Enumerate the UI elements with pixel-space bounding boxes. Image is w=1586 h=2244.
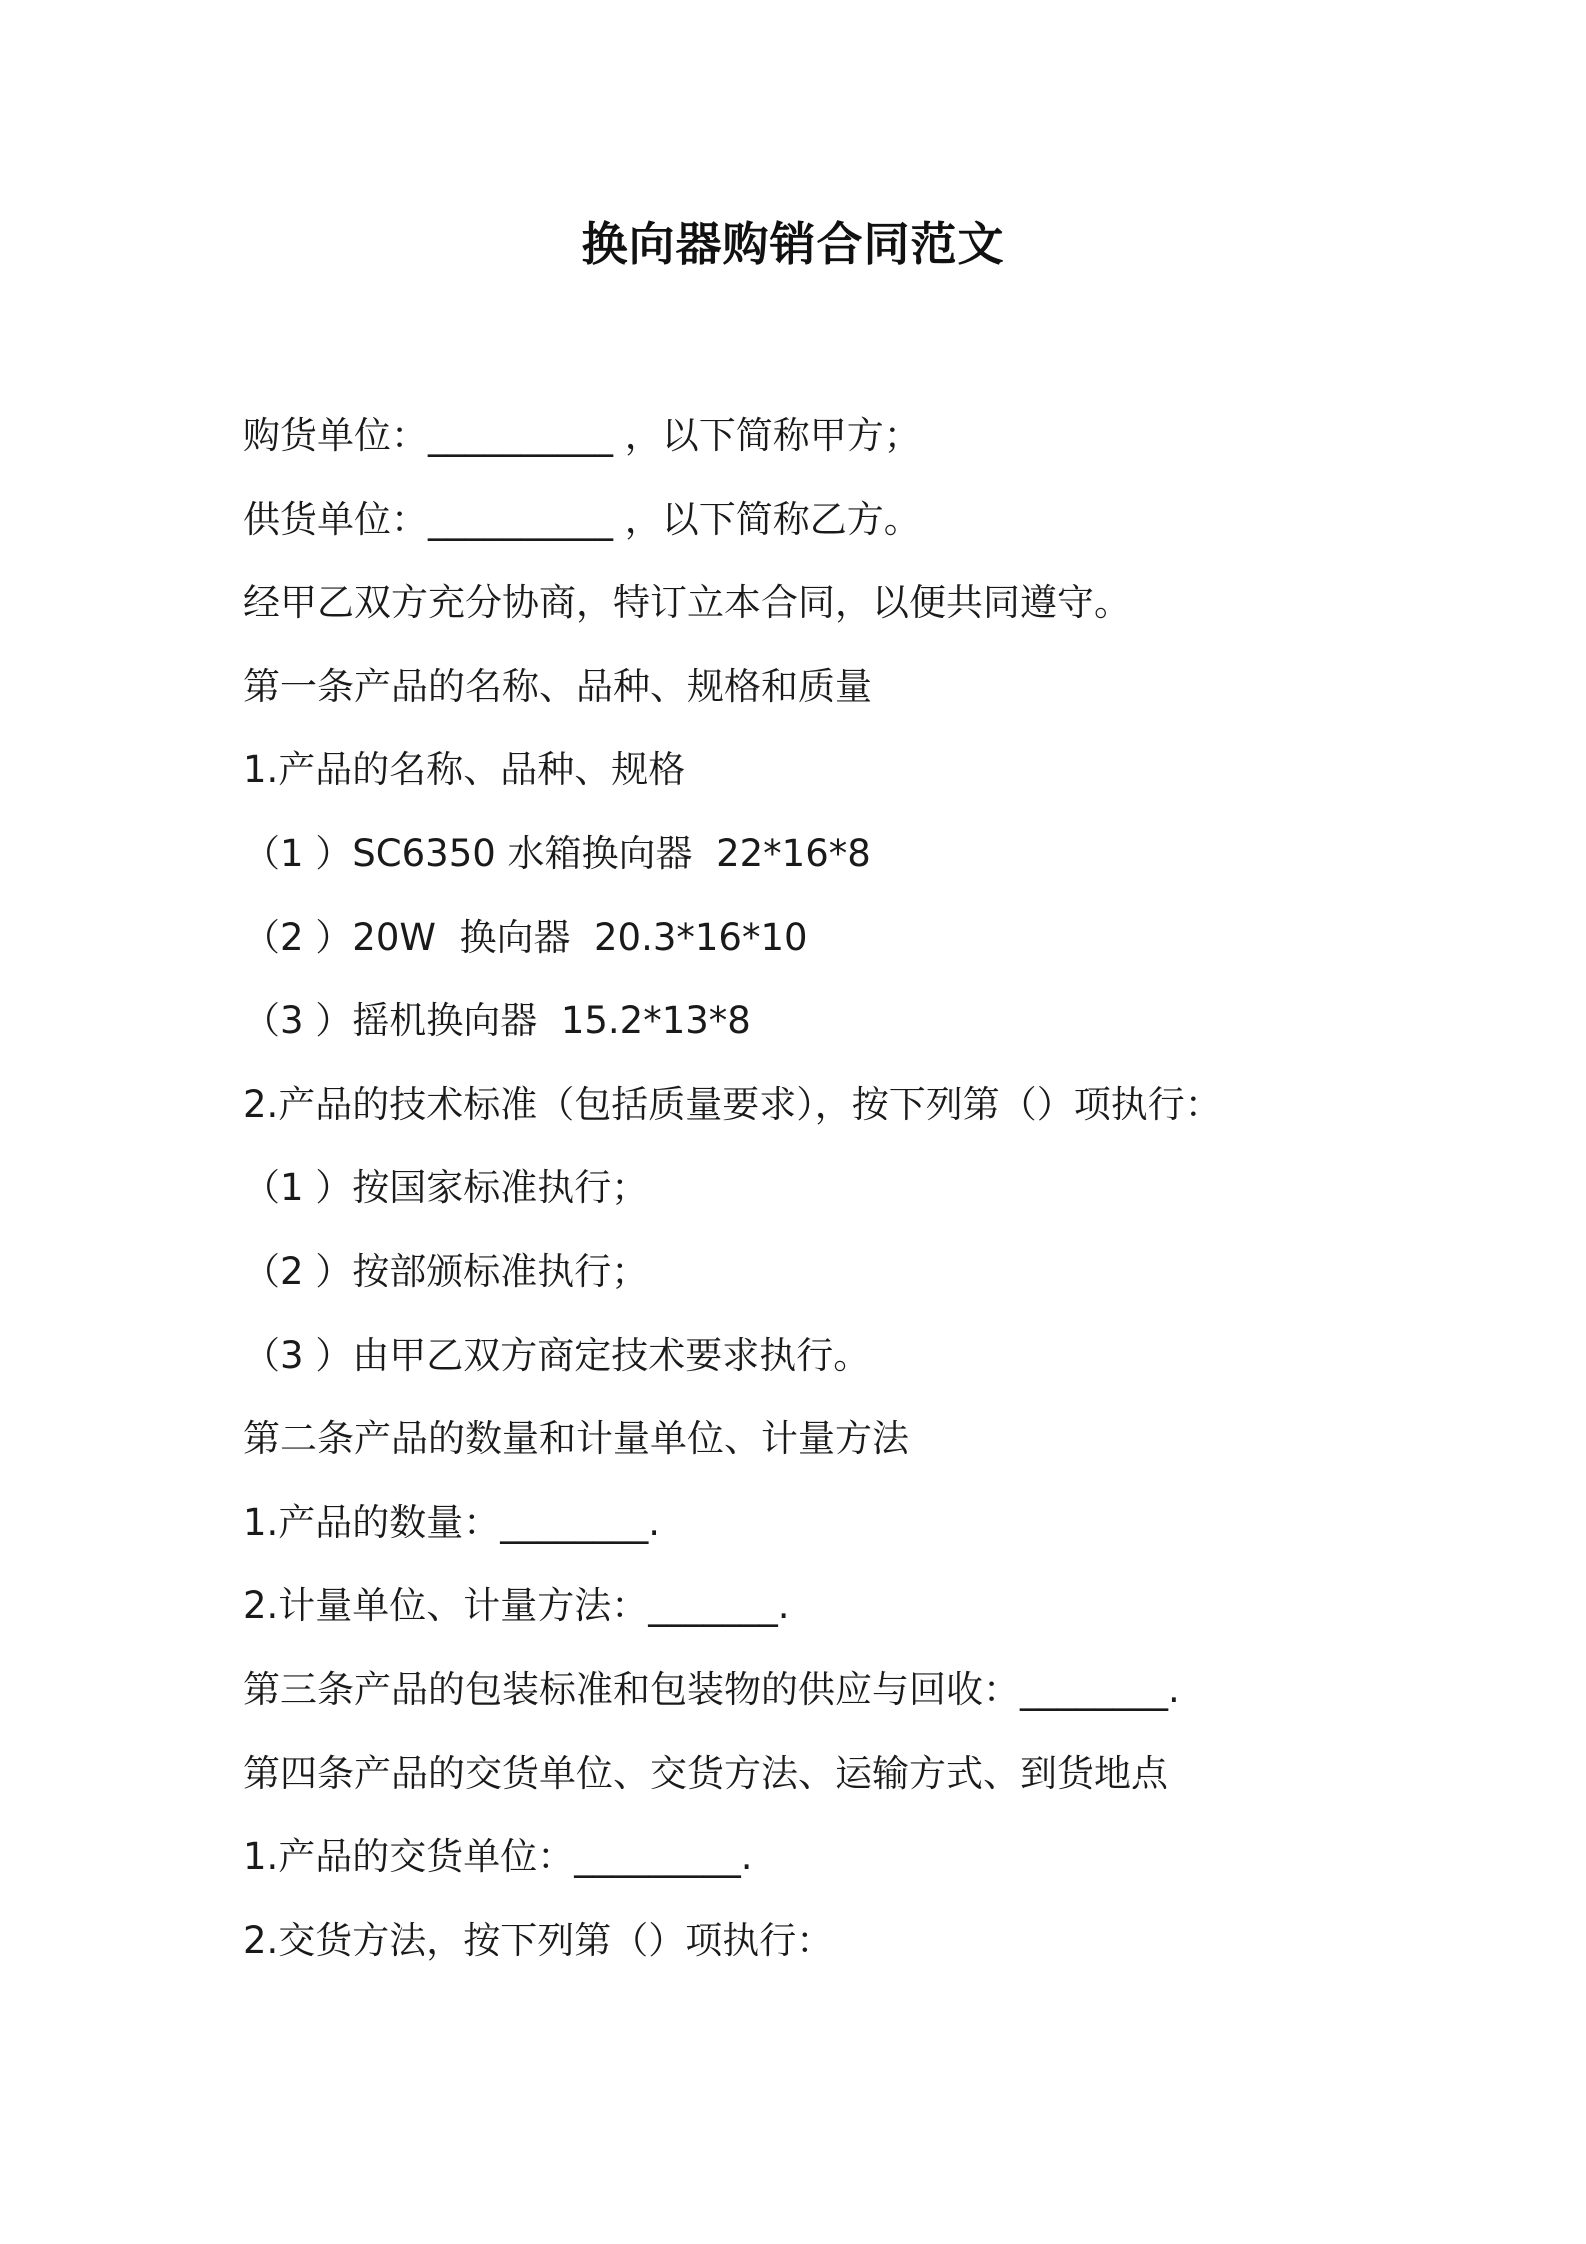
document-body (243, 404, 1403, 1992)
document-title: 换向器购销合同范文 (581, 217, 1005, 271)
article-2-item-2: 2.计量单位、计量方法：_______. (243, 1584, 790, 1628)
article-3-heading: 第三条产品的包装标准和包装物的供应与回收：________. (243, 1667, 1180, 1711)
supplier-line: 供货单位：__________ ，以下简称乙方。 (243, 497, 921, 541)
article-1-item-2: 2.产品的技术标准（包括质量要求），按下列第（）项执行： (243, 1082, 1222, 1126)
standard-option-1: （1 ）按国家标准执行； (243, 1166, 649, 1210)
article-4-item-2: 2.交货方法，按下列第（）项执行： (243, 1918, 834, 1962)
product-spec-2: （2 ）20W 换向器 20.3*16*10 (243, 915, 808, 959)
article-2-heading: 第二条产品的数量和计量单位、计量方法 (243, 1417, 909, 1461)
product-spec-1: （1 ）SC6350 水箱换向器 22*16*8 (243, 831, 871, 875)
standard-option-2: （2 ）按部颁标准执行； (243, 1249, 649, 1293)
product-spec-3: （3 ）摇机换向器 15.2*13*8 (243, 999, 751, 1043)
buyer-line: 购货单位：__________ ，以下简称甲方； (243, 414, 921, 457)
article-4-item-1: 1.产品的交货单位：_________. (243, 1835, 753, 1879)
article-2-item-1: 1.产品的数量：________. (243, 1500, 661, 1544)
article-1-item-1: 1.产品的名称、品种、规格 (243, 748, 686, 792)
agreement-intro: 经甲乙双方充分协商，特订立本合同，以便共同遵守。 (243, 581, 1131, 625)
standard-option-3: （3 ）由甲乙双方商定技术要求执行。 (243, 1333, 871, 1377)
article-1-heading: 第一条产品的名称、品种、规格和质量 (243, 664, 872, 708)
article-4-heading: 第四条产品的交货单位、交货方法、运输方式、到货地点 (243, 1751, 1168, 1795)
